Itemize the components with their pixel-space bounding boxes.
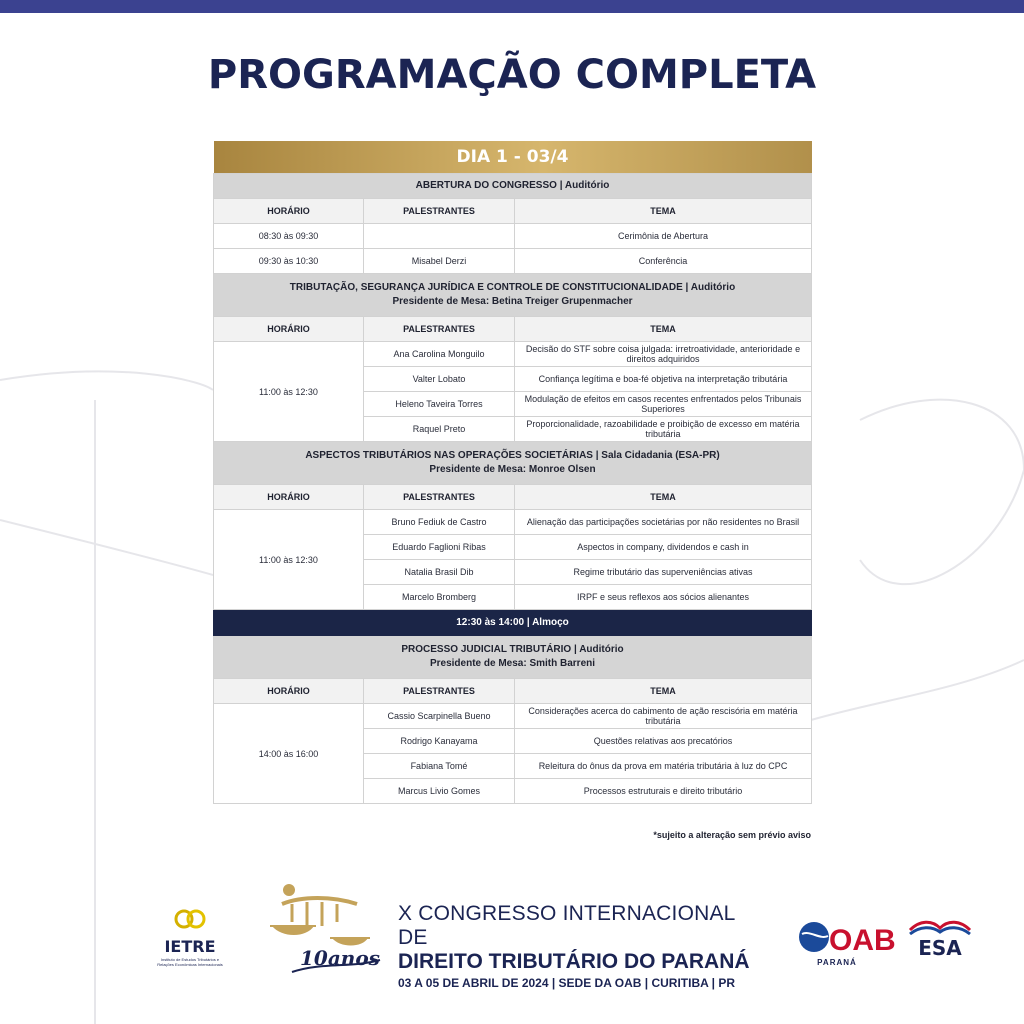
palestrante-cell: Ana Carolina Monguilo	[364, 342, 515, 367]
palestrante-cell: Raquel Preto	[364, 417, 515, 442]
section-president: Presidente de Mesa: Monroe Olsen	[429, 464, 596, 475]
tema-cell: Modulação de efeitos em casos recentes enfrentados pelos Tribunais Superiores	[515, 392, 812, 417]
palestrante-cell: Natalia Brasil Dib	[364, 560, 515, 585]
anniversary-label: 10anos	[300, 946, 380, 970]
table-row	[214, 704, 812, 729]
tema-cell: Releitura do ônus da prova em matéria tributária à luz do CPC	[515, 754, 812, 779]
oab-subtitle: PARANÁ	[817, 958, 857, 967]
palestrante-cell: Eduardo Faglioni Ribas	[364, 535, 515, 560]
oab-mark-text: OAB	[829, 924, 896, 957]
palestrante-cell: Marcus Livio Gomes	[364, 779, 515, 804]
ietre-rings-icon	[150, 905, 230, 937]
congress-line-3: 03 A 05 DE ABRIL DE 2024 | SEDE DA OAB | CURITIBA | PR	[398, 976, 736, 990]
palestrante-cell: Rodrigo Kanayama	[364, 729, 515, 754]
col-tema: TEMA	[515, 485, 812, 510]
congress-info	[398, 902, 758, 992]
ietre-subtitle: Instituto de Estudos Tributários e Relações Econômicas Internacionais	[157, 957, 223, 967]
tema-cell: Conferência	[515, 249, 812, 274]
col-palestrantes: PALESTRANTES	[364, 485, 515, 510]
section-title-text: ASPECTOS TRIBUTÁRIOS NAS OPERAÇÕES SOCIETÁRIAS | Sala Cidadania (ESA-PR)	[305, 450, 720, 461]
horario-cell: 11:00 às 12:30	[214, 510, 364, 610]
schedule-table	[213, 141, 812, 804]
tema-cell: Confiança legítima e boa-fé objetiva na interpretação tributária	[515, 367, 812, 392]
col-horario: HORÁRIO	[214, 485, 364, 510]
col-tema: TEMA	[515, 317, 812, 342]
palestrante-cell: Misabel Derzi	[364, 249, 515, 274]
section-title-text: TRIBUTAÇÃO, SEGURANÇA JURÍDICA E CONTROLE DE CONSTITUCIONALIDADE | Auditório	[289, 282, 736, 293]
col-tema: TEMA	[515, 679, 812, 704]
palestrante-cell: Marcelo Bromberg	[364, 585, 515, 610]
section-president: Presidente de Mesa: Smith Barreni	[429, 658, 596, 669]
congress-line-1: X CONGRESSO INTERNACIONAL DE	[398, 902, 735, 949]
table-row	[214, 249, 812, 274]
section-title	[214, 442, 812, 485]
horario-cell: 08:30 às 09:30	[214, 224, 364, 249]
disclaimer-note: *sujeito a alteração sem prévio aviso	[653, 830, 811, 840]
section-title	[214, 274, 812, 317]
ietre-logo	[150, 905, 230, 975]
col-palestrantes: PALESTRANTES	[364, 199, 515, 224]
section-2	[214, 442, 812, 485]
palestrante-cell: Cassio Scarpinella Bueno	[364, 704, 515, 729]
section-opening	[214, 174, 812, 199]
table-row	[214, 510, 812, 535]
section-president: Presidente de Mesa: Betina Treiger Grupenmacher	[392, 296, 633, 307]
open-book-icon	[906, 916, 974, 936]
day-label: DIA 1 - 03/4	[214, 141, 812, 174]
tema-cell: Regime tributário das superveniências ativas	[515, 560, 812, 585]
section-title: ABERTURA DO CONGRESSO | Auditório	[214, 174, 812, 199]
col-horario: HORÁRIO	[214, 199, 364, 224]
col-palestrantes: PALESTRANTES	[364, 317, 515, 342]
esa-wordmark: ESA	[918, 936, 962, 960]
palestrante-cell: Heleno Taveira Torres	[364, 392, 515, 417]
page-title: PROGRAMAÇÃO COMPLETA	[207, 52, 817, 98]
palestrante-cell	[364, 224, 515, 249]
day-header	[214, 141, 812, 174]
horario-cell: 11:00 às 12:30	[214, 342, 364, 442]
horario-cell: 14:00 às 16:00	[214, 704, 364, 804]
table-row	[214, 342, 812, 367]
esa-logo	[906, 916, 974, 966]
column-header-row	[214, 485, 812, 510]
tema-cell: Processos estruturais e direito tributário	[515, 779, 812, 804]
lunch-row	[214, 610, 812, 636]
tema-cell: Proporcionalidade, razoabilidade e proibição de excesso em matéria tributária	[515, 417, 812, 442]
section-1	[214, 274, 812, 317]
tema-cell: Decisão do STF sobre coisa julgada: irretroatividade, anterioridade e direitos adquiridos	[515, 342, 812, 367]
col-palestrantes: PALESTRANTES	[364, 679, 515, 704]
horario-cell: 09:30 às 10:30	[214, 249, 364, 274]
table-row	[214, 224, 812, 249]
oab-mark-icon	[796, 918, 896, 957]
col-horario: HORÁRIO	[214, 317, 364, 342]
lunch-label: 12:30 às 14:00 | Almoço	[214, 610, 812, 636]
section-title-text: PROCESSO JUDICIAL TRIBUTÁRIO | Auditório	[401, 644, 624, 655]
column-header-row	[214, 199, 812, 224]
col-tema: TEMA	[515, 199, 812, 224]
section-title	[214, 636, 812, 679]
col-horario: HORÁRIO	[214, 679, 364, 704]
palestrante-cell: Fabiana Tomé	[364, 754, 515, 779]
tema-cell: Aspectos in company, dividendos e cash in	[515, 535, 812, 560]
column-header-row	[214, 679, 812, 704]
palestrante-cell: Bruno Fediuk de Castro	[364, 510, 515, 535]
tema-cell: Cerimônia de Abertura	[515, 224, 812, 249]
oab-logo	[796, 918, 896, 968]
congress-line-2: DIREITO TRIBUTÁRIO DO PARANÁ	[398, 950, 750, 973]
tema-cell: IRPF e seus reflexos aos sócios alienantes	[515, 585, 812, 610]
column-header-row	[214, 317, 812, 342]
ietre-wordmark: IETRE	[164, 937, 216, 956]
palestrante-cell: Valter Lobato	[364, 367, 515, 392]
tema-cell: Considerações acerca do cabimento de ação rescisória em matéria tributária	[515, 704, 812, 729]
tema-cell: Questões relativas aos precatórios	[515, 729, 812, 754]
section-3	[214, 636, 812, 679]
tema-cell: Alienação das participações societárias por não residentes no Brasil	[515, 510, 812, 535]
